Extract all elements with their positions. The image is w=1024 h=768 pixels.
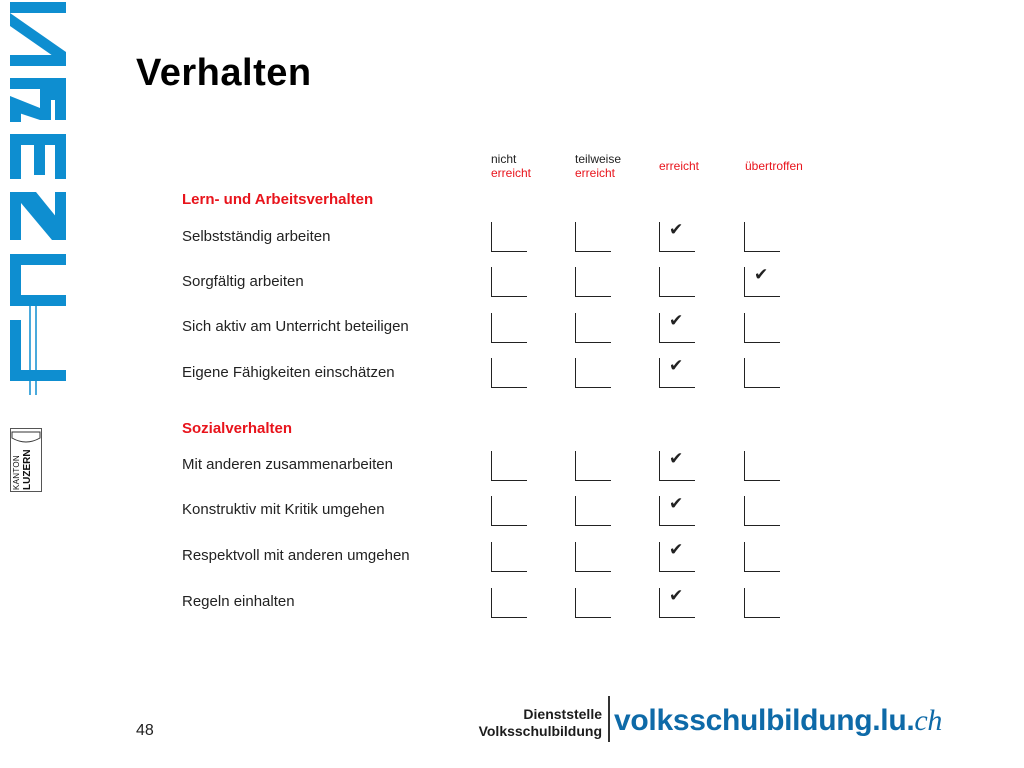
footer-url[interactable]: volksschulbildung.lu.ch xyxy=(614,704,943,737)
checkbox-teilweise-erreicht[interactable] xyxy=(575,313,611,343)
check-icon: ✔ xyxy=(669,494,684,514)
checkbox-uebertroffen[interactable] xyxy=(744,222,780,252)
check-icon: ✔ xyxy=(669,449,684,469)
checkbox-erreicht[interactable] xyxy=(659,313,695,343)
checkbox-teilweise-erreicht[interactable] xyxy=(575,588,611,618)
col-header-erreicht: erreicht xyxy=(659,159,700,173)
checkbox-teilweise-erreicht[interactable] xyxy=(575,267,611,297)
checkbox-uebertroffen[interactable] xyxy=(744,267,780,297)
checkbox-uebertroffen[interactable] xyxy=(744,358,780,388)
checkbox-erreicht[interactable] xyxy=(659,267,695,297)
checkbox-uebertroffen[interactable] xyxy=(744,496,780,526)
footer-divider xyxy=(608,696,610,742)
check-icon: ✔ xyxy=(669,586,684,606)
check-icon: ✔ xyxy=(669,540,684,560)
checkbox-teilweise-erreicht[interactable] xyxy=(575,358,611,388)
row-label: Sorgfältig arbeiten xyxy=(182,273,304,290)
check-icon: ✔ xyxy=(669,356,684,376)
row-label: Eigene Fähigkeiten einschätzen xyxy=(182,364,395,381)
kanton-luzern-logo xyxy=(10,428,42,492)
checkbox-uebertroffen[interactable] xyxy=(744,451,780,481)
page-number: 48 xyxy=(136,722,154,739)
row-label: Konstruktiv mit Kritik umgehen xyxy=(182,501,385,518)
checkbox-nicht-erreicht[interactable] xyxy=(491,267,527,297)
checkbox-erreicht[interactable] xyxy=(659,588,695,618)
checkbox-erreicht[interactable] xyxy=(659,496,695,526)
section-title-lern-arbeitsverhalten: Lern- und Arbeitsverhalten xyxy=(182,191,374,208)
checkbox-uebertroffen[interactable] xyxy=(744,313,780,343)
checkbox-teilweise-erreicht[interactable] xyxy=(575,451,611,481)
checkbox-nicht-erreicht[interactable] xyxy=(491,496,527,526)
checkbox-nicht-erreicht[interactable] xyxy=(491,222,527,252)
col-header-nicht-erreicht: nicht erreicht xyxy=(491,152,532,180)
checkbox-uebertroffen[interactable] xyxy=(744,588,780,618)
check-icon: ✔ xyxy=(754,265,769,285)
checkbox-teilweise-erreicht[interactable] xyxy=(575,222,611,252)
col-header-uebertroffen: übertroffen xyxy=(745,159,803,173)
checkbox-erreicht[interactable] xyxy=(659,358,695,388)
checkbox-erreicht[interactable] xyxy=(659,451,695,481)
page-title: Verhalten xyxy=(136,52,312,94)
checkbox-teilweise-erreicht[interactable] xyxy=(575,542,611,572)
col-header-teilweise-erreicht: teilweise erreicht xyxy=(575,152,622,180)
footer-dienststelle: Dienststelle Volksschulbildung xyxy=(478,706,602,739)
luzern-label: LUZERN xyxy=(22,449,33,490)
row-label: Sich aktiv am Unterricht beteiligen xyxy=(182,318,409,335)
kanton-label: KANTON xyxy=(12,455,21,490)
checkbox-erreicht[interactable] xyxy=(659,542,695,572)
checkbox-nicht-erreicht[interactable] xyxy=(491,358,527,388)
check-icon: ✔ xyxy=(669,311,684,331)
section-title-sozialverhalten: Sozialverhalten xyxy=(182,420,293,437)
luzern-wordmark-icon xyxy=(0,0,72,400)
luzern-logo xyxy=(0,0,72,400)
row-label: Respektvoll mit anderen umgehen xyxy=(182,547,410,564)
checkbox-nicht-erreicht[interactable] xyxy=(491,588,527,618)
checkbox-nicht-erreicht[interactable] xyxy=(491,313,527,343)
check-icon: ✔ xyxy=(669,220,684,240)
row-label: Regeln einhalten xyxy=(182,593,295,610)
row-label: Mit anderen zusammenarbeiten xyxy=(182,456,393,473)
checkbox-erreicht[interactable] xyxy=(659,222,695,252)
checkbox-uebertroffen[interactable] xyxy=(744,542,780,572)
checkbox-nicht-erreicht[interactable] xyxy=(491,542,527,572)
checkbox-teilweise-erreicht[interactable] xyxy=(575,496,611,526)
row-label: Selbstständig arbeiten xyxy=(182,228,331,245)
checkbox-nicht-erreicht[interactable] xyxy=(491,451,527,481)
